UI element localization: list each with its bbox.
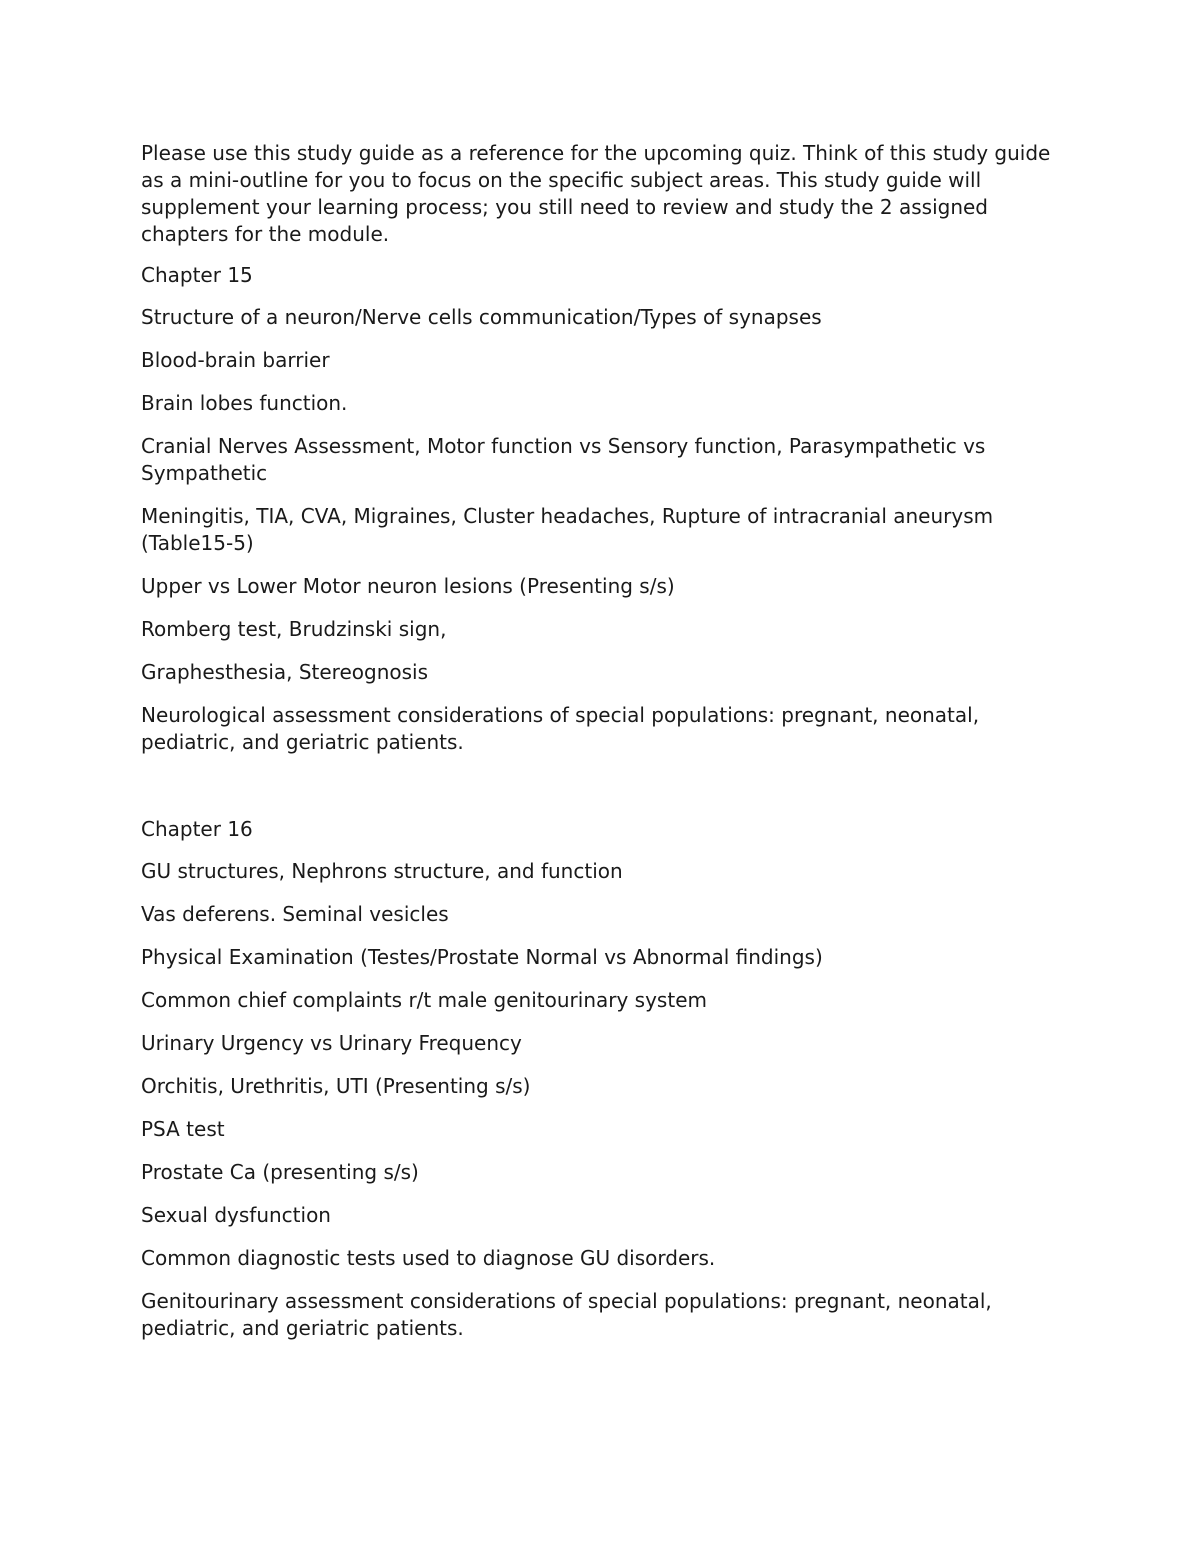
topic-orchitis-urethritis-uti: Orchitis, Urethritis, UTI (Presenting s/s) [141,1074,531,1098]
chapter-15-section [141,262,1061,756]
section-spacer [141,772,1061,816]
topic-cranial-nerves: Cranial Nerves Assessment, Motor function vs Sensory function, Parasympathetic vs Sympathetic [141,434,986,485]
topic-gu-structures: GU structures, Nephrons structure, and function [141,859,623,883]
chapter-16-topic-list [141,858,1061,1342]
topic-psa-test: PSA test [141,1117,225,1141]
chapter-16-heading: Chapter 16 [141,817,253,841]
chapter-15-topic-list [141,304,1061,756]
topic-urgency-frequency: Urinary Urgency vs Urinary Frequency [141,1031,522,1055]
topic-graphesthesia-stereognosis: Graphesthesia, Stereognosis [141,660,429,684]
topic-sexual-dysfunction: Sexual dysfunction [141,1203,331,1227]
chapter-16-section [141,816,1061,1342]
topic-romberg-brudzinski: Romberg test, Brudzinski sign, [141,617,447,641]
topic-neuron-structure: Structure of a neuron/Nerve cells communication/Types of synapses [141,305,822,329]
topic-gu-special-populations: Genitourinary assessment considerations of special populations: pregnant, neonatal, pediatric, and geriatric patients. [141,1289,992,1340]
topic-vas-deferens: Vas deferens. Seminal vesicles [141,902,449,926]
topic-prostate-ca: Prostate Ca (presenting s/s) [141,1160,419,1184]
topic-chief-complaints: Common chief complaints r/t male genitourinary system [141,988,707,1012]
topic-meningitis-tia-cva: Meningitis, TIA, CVA, Migraines, Cluster headaches, Rupture of intracranial aneurysm (Table15-5) [141,504,994,555]
intro-paragraph: Please use this study guide as a reference for the upcoming quiz. Think of this study guide as a mini-outline for you to focus on the specific subject areas. This study guide will supplement your learning process; you still need to review and study the 2 assigned chapters for the module. [141,141,1051,246]
topic-brain-lobes: Brain lobes function. [141,391,348,415]
chapter-15-heading: Chapter 15 [141,263,253,287]
document-page [141,140,1061,1358]
topic-diagnostic-tests: Common diagnostic tests used to diagnose GU disorders. [141,1246,716,1270]
topic-blood-brain-barrier: Blood-brain barrier [141,348,330,372]
topic-neuro-special-populations: Neurological assessment considerations of special populations: pregnant, neonatal, pediatric, and geriatric patients. [141,703,980,754]
topic-motor-neuron-lesions: Upper vs Lower Motor neuron lesions (Presenting s/s) [141,574,675,598]
topic-physical-examination: Physical Examination (Testes/Prostate Normal vs Abnormal findings) [141,945,823,969]
